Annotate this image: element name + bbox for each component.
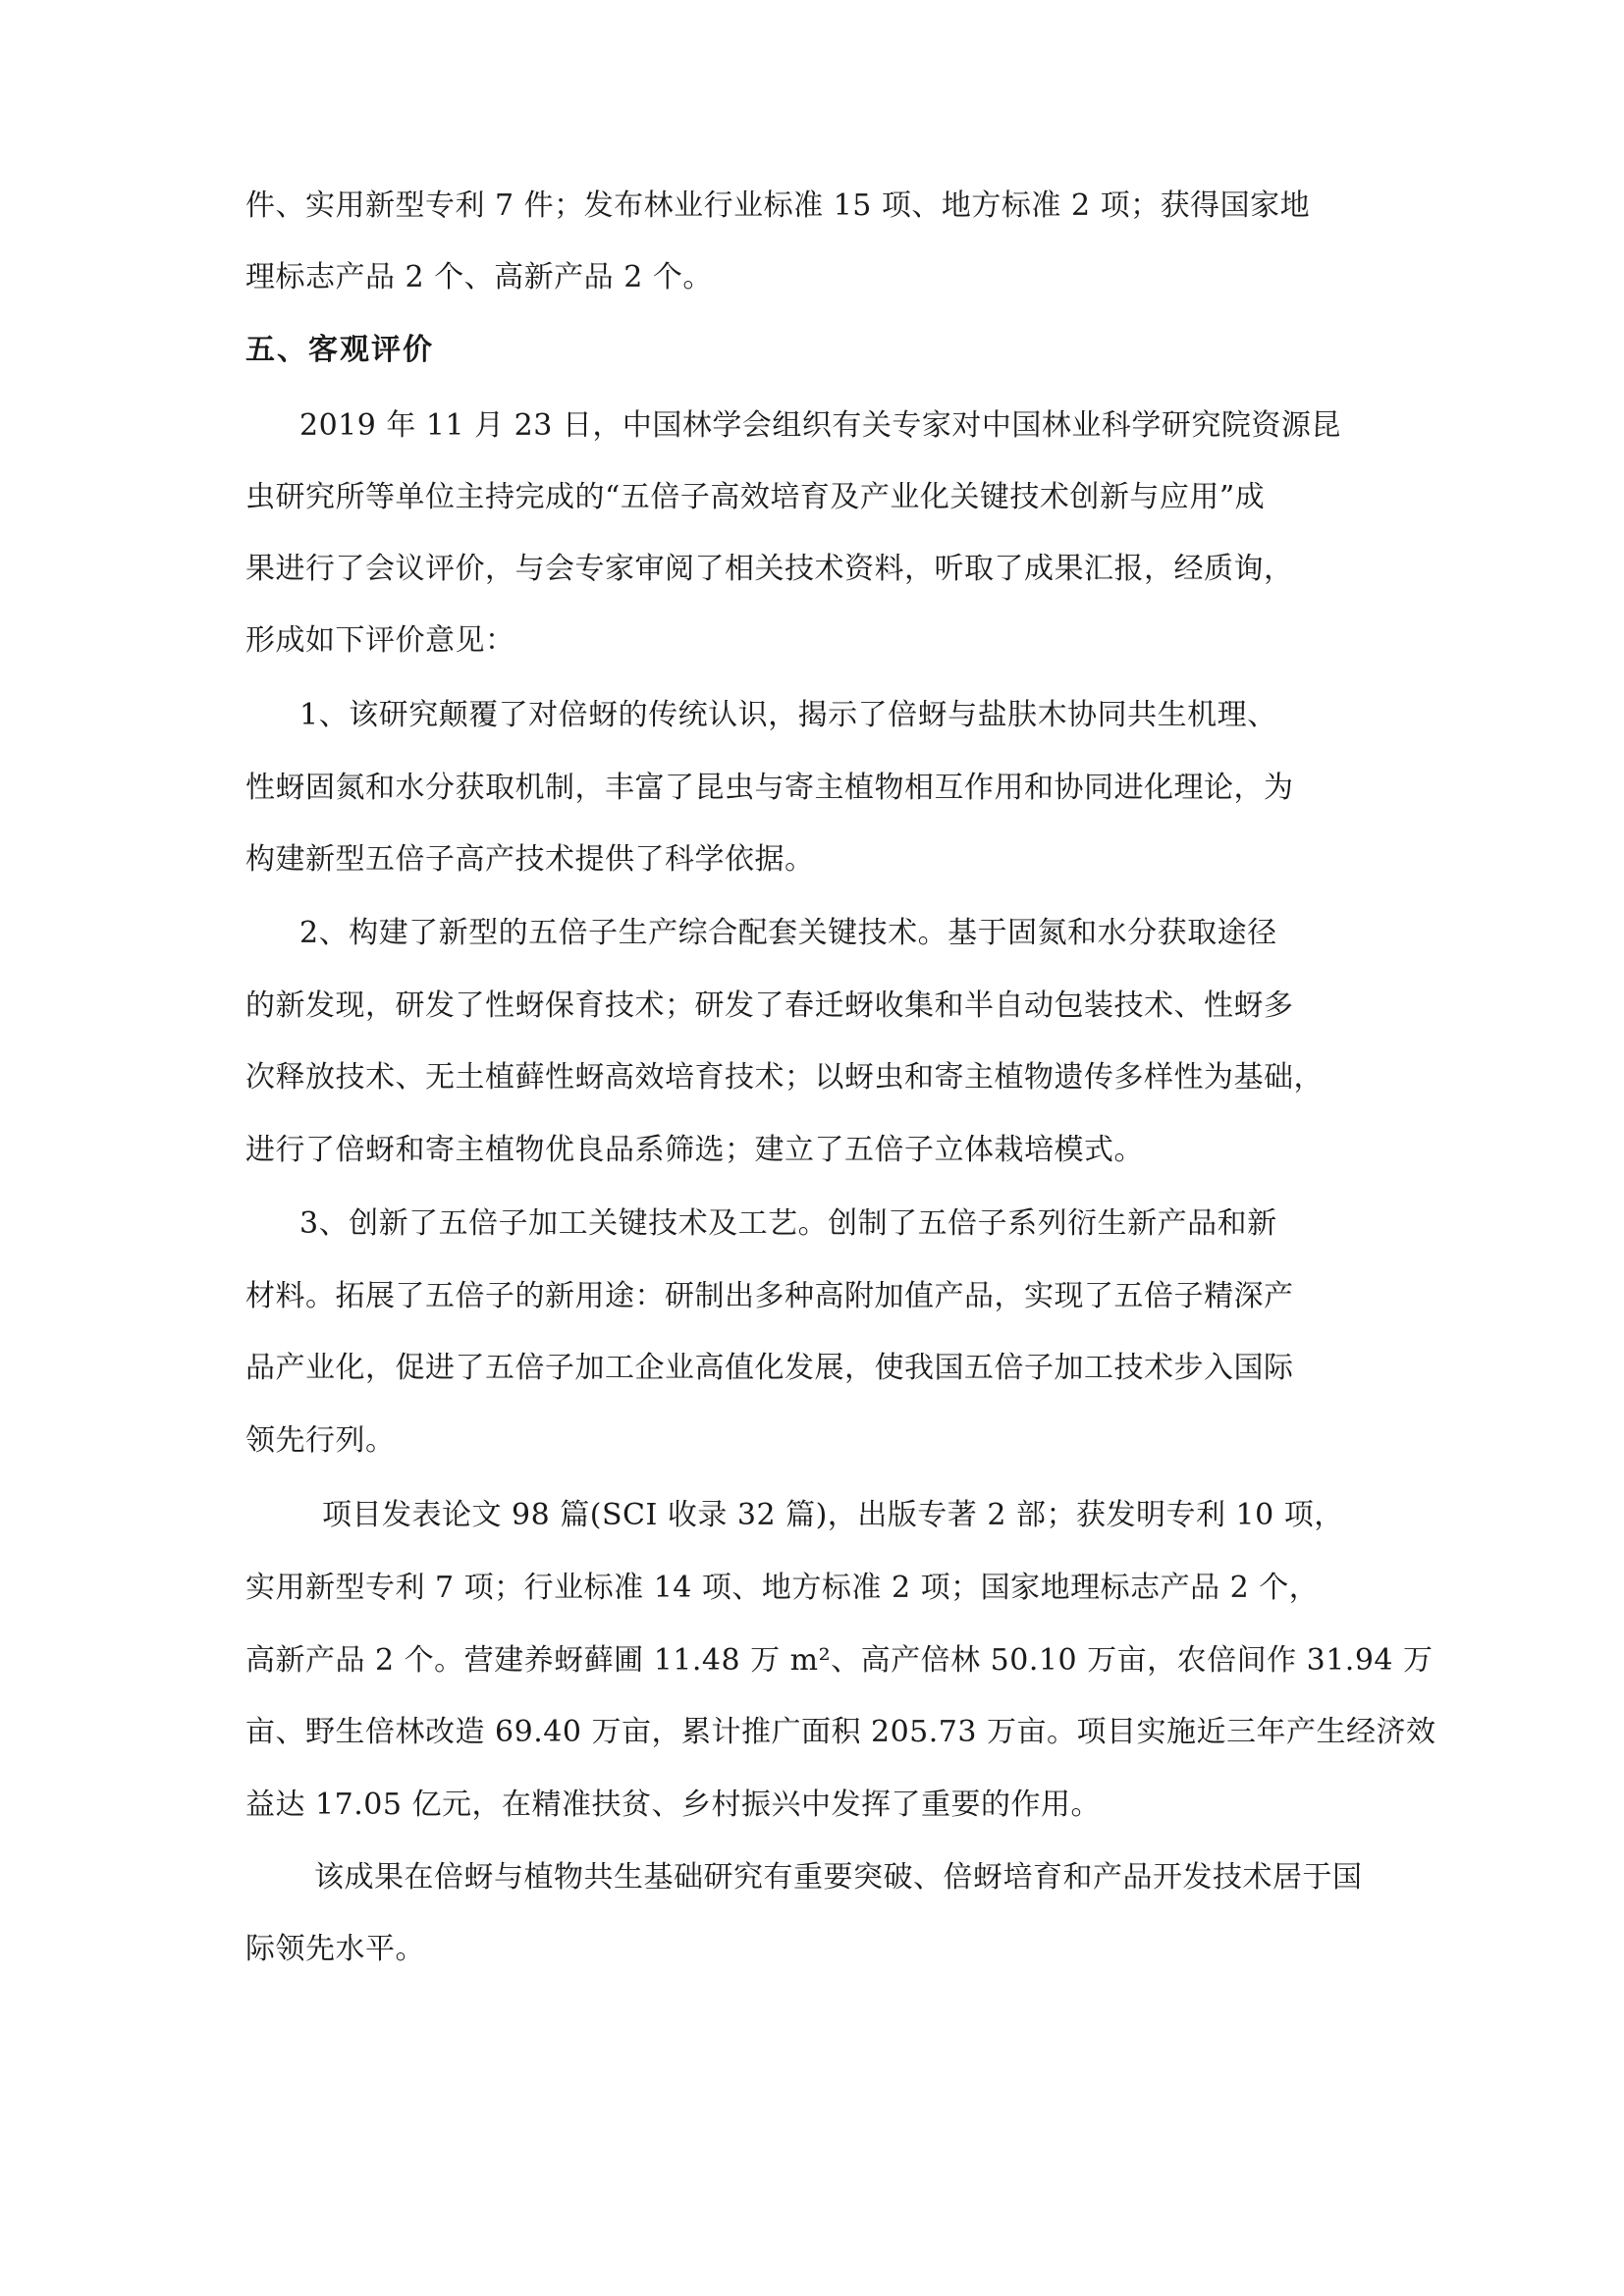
point2-line-2: 的新发现，研发了性蚜保育技术；研发了春迁蚜收集和半自动包装技术、性蚜多 [245,988,1294,1023]
summary-line-2: 实用新型专利 7 项；行业标准 14 项、地方标准 2 项；国家地理标志产品 2 个， [245,1571,1320,1605]
summary-line-5: 益达 17.05 亿元，在精准扶贫、乡村振兴中发挥了重要的作用。 [245,1788,1101,1822]
intro-line-2: 理标志产品 2 个、高新产品 2 个。 [245,260,713,294]
conclusion-line-1: 该成果在倍蚜与植物共生基础研究有重要突破、倍蚜培育和产品开发技术居于国 [314,1860,1363,1895]
point2-line-3: 次释放技术、无土植藓性蚜高效培育技术；以蚜虫和寄主植物遗传多样性为基础， [245,1060,1324,1095]
point3-line-2: 材料。拓展了五倍子的新用途：研制出多种高附加值产品，实现了五倍子精深产 [245,1279,1294,1313]
eval-intro-line-3: 果进行了会议评价，与会专家审阅了相关技术资料，听取了成果汇报，经质询， [245,552,1294,586]
point2-line-4: 进行了倍蚜和寄主植物优良品系筛选；建立了五倍子立体栽培模式。 [245,1133,1144,1167]
point3-line-3: 品产业化，促进了五倍子加工企业高值化发展，使我国五倍子加工技术步入国际 [245,1351,1294,1385]
section-heading: 五、客观评价 [245,333,434,367]
summary-line-3: 高新产品 2 个。营建养蚜藓圃 11.48 万 m²、高产倍林 50.10 万亩，农倍间作 31.94 万 [245,1643,1434,1678]
summary-line-4: 亩、野生倍林改造 69.40 万亩，累计推广面积 205.73 万亩。项目实施近三年产生经济效 [245,1715,1436,1749]
point2-line-1: 2、构建了新型的五倍子生产综合配套关键技术。基于固氮和水分获取途径 [299,916,1277,950]
summary-line-1: 项目发表论文 98 篇(SCI 收录 32 篇)，出版专著 2 部；获发明专利 10 项， [322,1498,1344,1532]
eval-intro-line-1: 2019 年 11 月 23 日，中国林学会组织有关专家对中国林业科学研究院资源昆 [299,408,1341,443]
intro-line-1: 件、实用新型专利 7 件；发布林业行业标准 15 项、地方标准 2 项；获得国家地 [245,188,1311,223]
point3-line-4: 领先行列。 [245,1423,396,1458]
point3-line-1: 3、创新了五倍子加工关键技术及工艺。创制了五倍子系列衍生新产品和新 [299,1206,1277,1241]
eval-intro-line-4: 形成如下评价意见： [245,623,515,658]
point1-line-2: 性蚜固氮和水分获取机制，丰富了昆虫与寄主植物相互作用和协同进化理论，为 [245,771,1294,805]
eval-intro-line-2: 虫研究所等单位主持完成的“五倍子高效培育及产业化关键技术创新与应用”成 [245,480,1266,514]
conclusion-line-2: 际领先水平。 [245,1932,425,1966]
point1-line-3: 构建新型五倍子高产技术提供了科学依据。 [245,842,815,877]
point1-line-1: 1、该研究颠覆了对倍蚜的传统认识，揭示了倍蚜与盐肤木协同共生机理、 [299,698,1277,732]
